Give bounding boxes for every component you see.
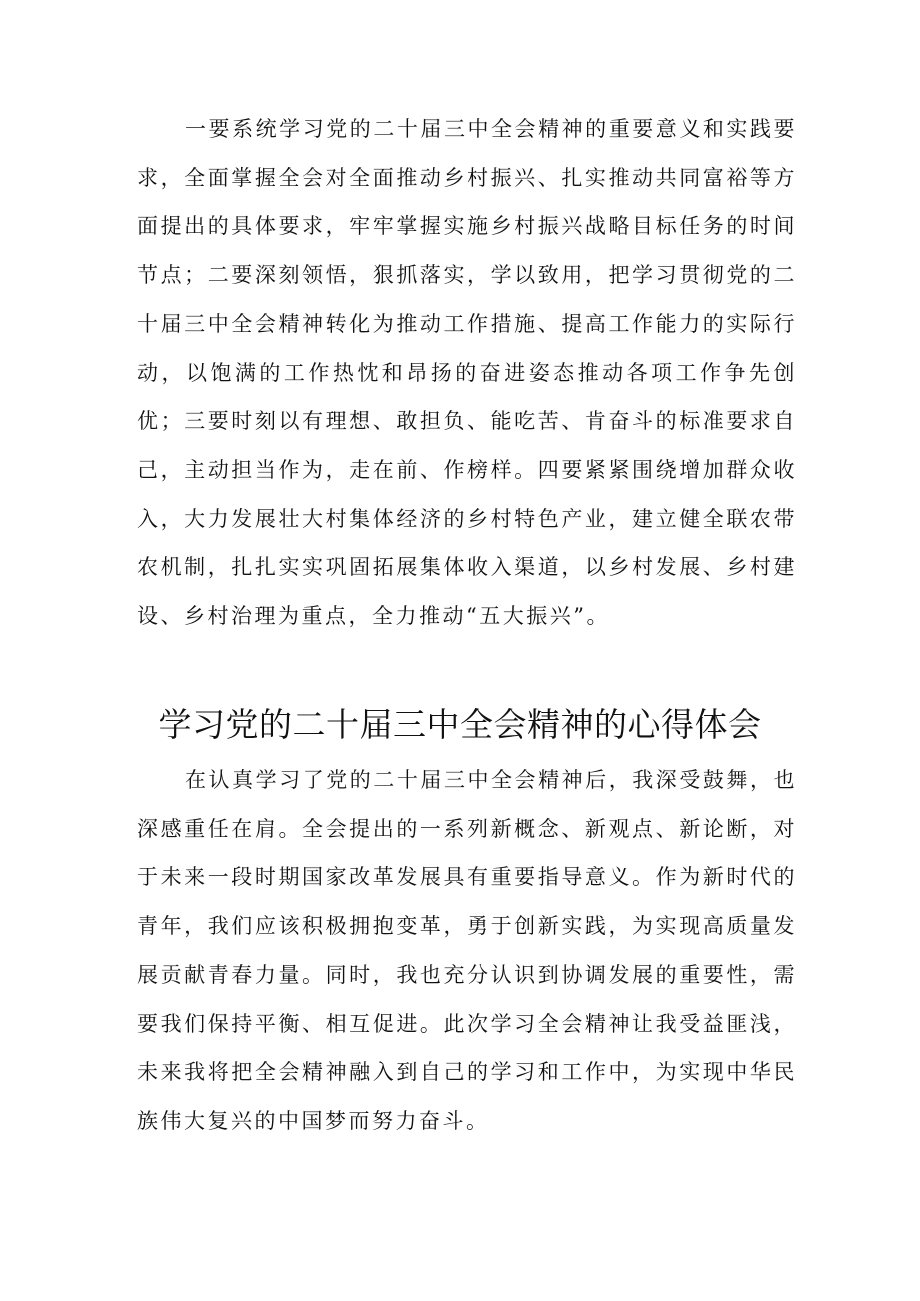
paragraph-study-requirements: 一要系统学习党的二十届三中全会精神的重要意义和实践要求，全面掌握全会对全面推动乡村振兴、扎实推动共同富裕等方面提出的具体要求，牢牢掌握实施乡村振兴战略目标任务的时间节点；二要深刻领悟，狠抓落实，学以致用，把学习贯彻党的二十届三中全会精神转化为推动工作措施、提高工作能力的实际行动，以饱满的工作热忱和昂扬的奋进姿态推动各项工作争先创优；三要时刻以有理想、敢担负、能吃苦、肯奋斗的标准要求自己，主动担当作为，走在前、作榜样。四要紧紧围绕增加群众收入，大力发展壮大村集体经济的乡村特色产业，建立健全联农带农机制，扎扎实实巩固拓展集体收入渠道，以乡村发展、乡村建设、乡村治理为重点，全力推动“五大振兴”。 [137, 117, 797, 629]
paragraph-reflections: 在认真学习了党的二十届三中全会精神后，我深受鼓舞，也深感重任在肩。全会提出的一系列新概念、新观点、新论断，对于未来一段时期国家改革发展具有重要指导意义。作为新时代的青年，我们应该积极拥抱变革，勇于创新实践，为实现高质量发展贡献青春力量。同时，我也充分认识到协调发展的重要性，需要我们保持平衡、相互促进。此次学习全会精神让我受益匪浅，未来我将把全会精神融入到自己的学习和工作中，为实现中华民族伟大复兴的中国梦而努力奋斗。 [137, 768, 797, 1133]
section-title: 学习党的二十届三中全会精神的心得体会 [158, 705, 762, 744]
